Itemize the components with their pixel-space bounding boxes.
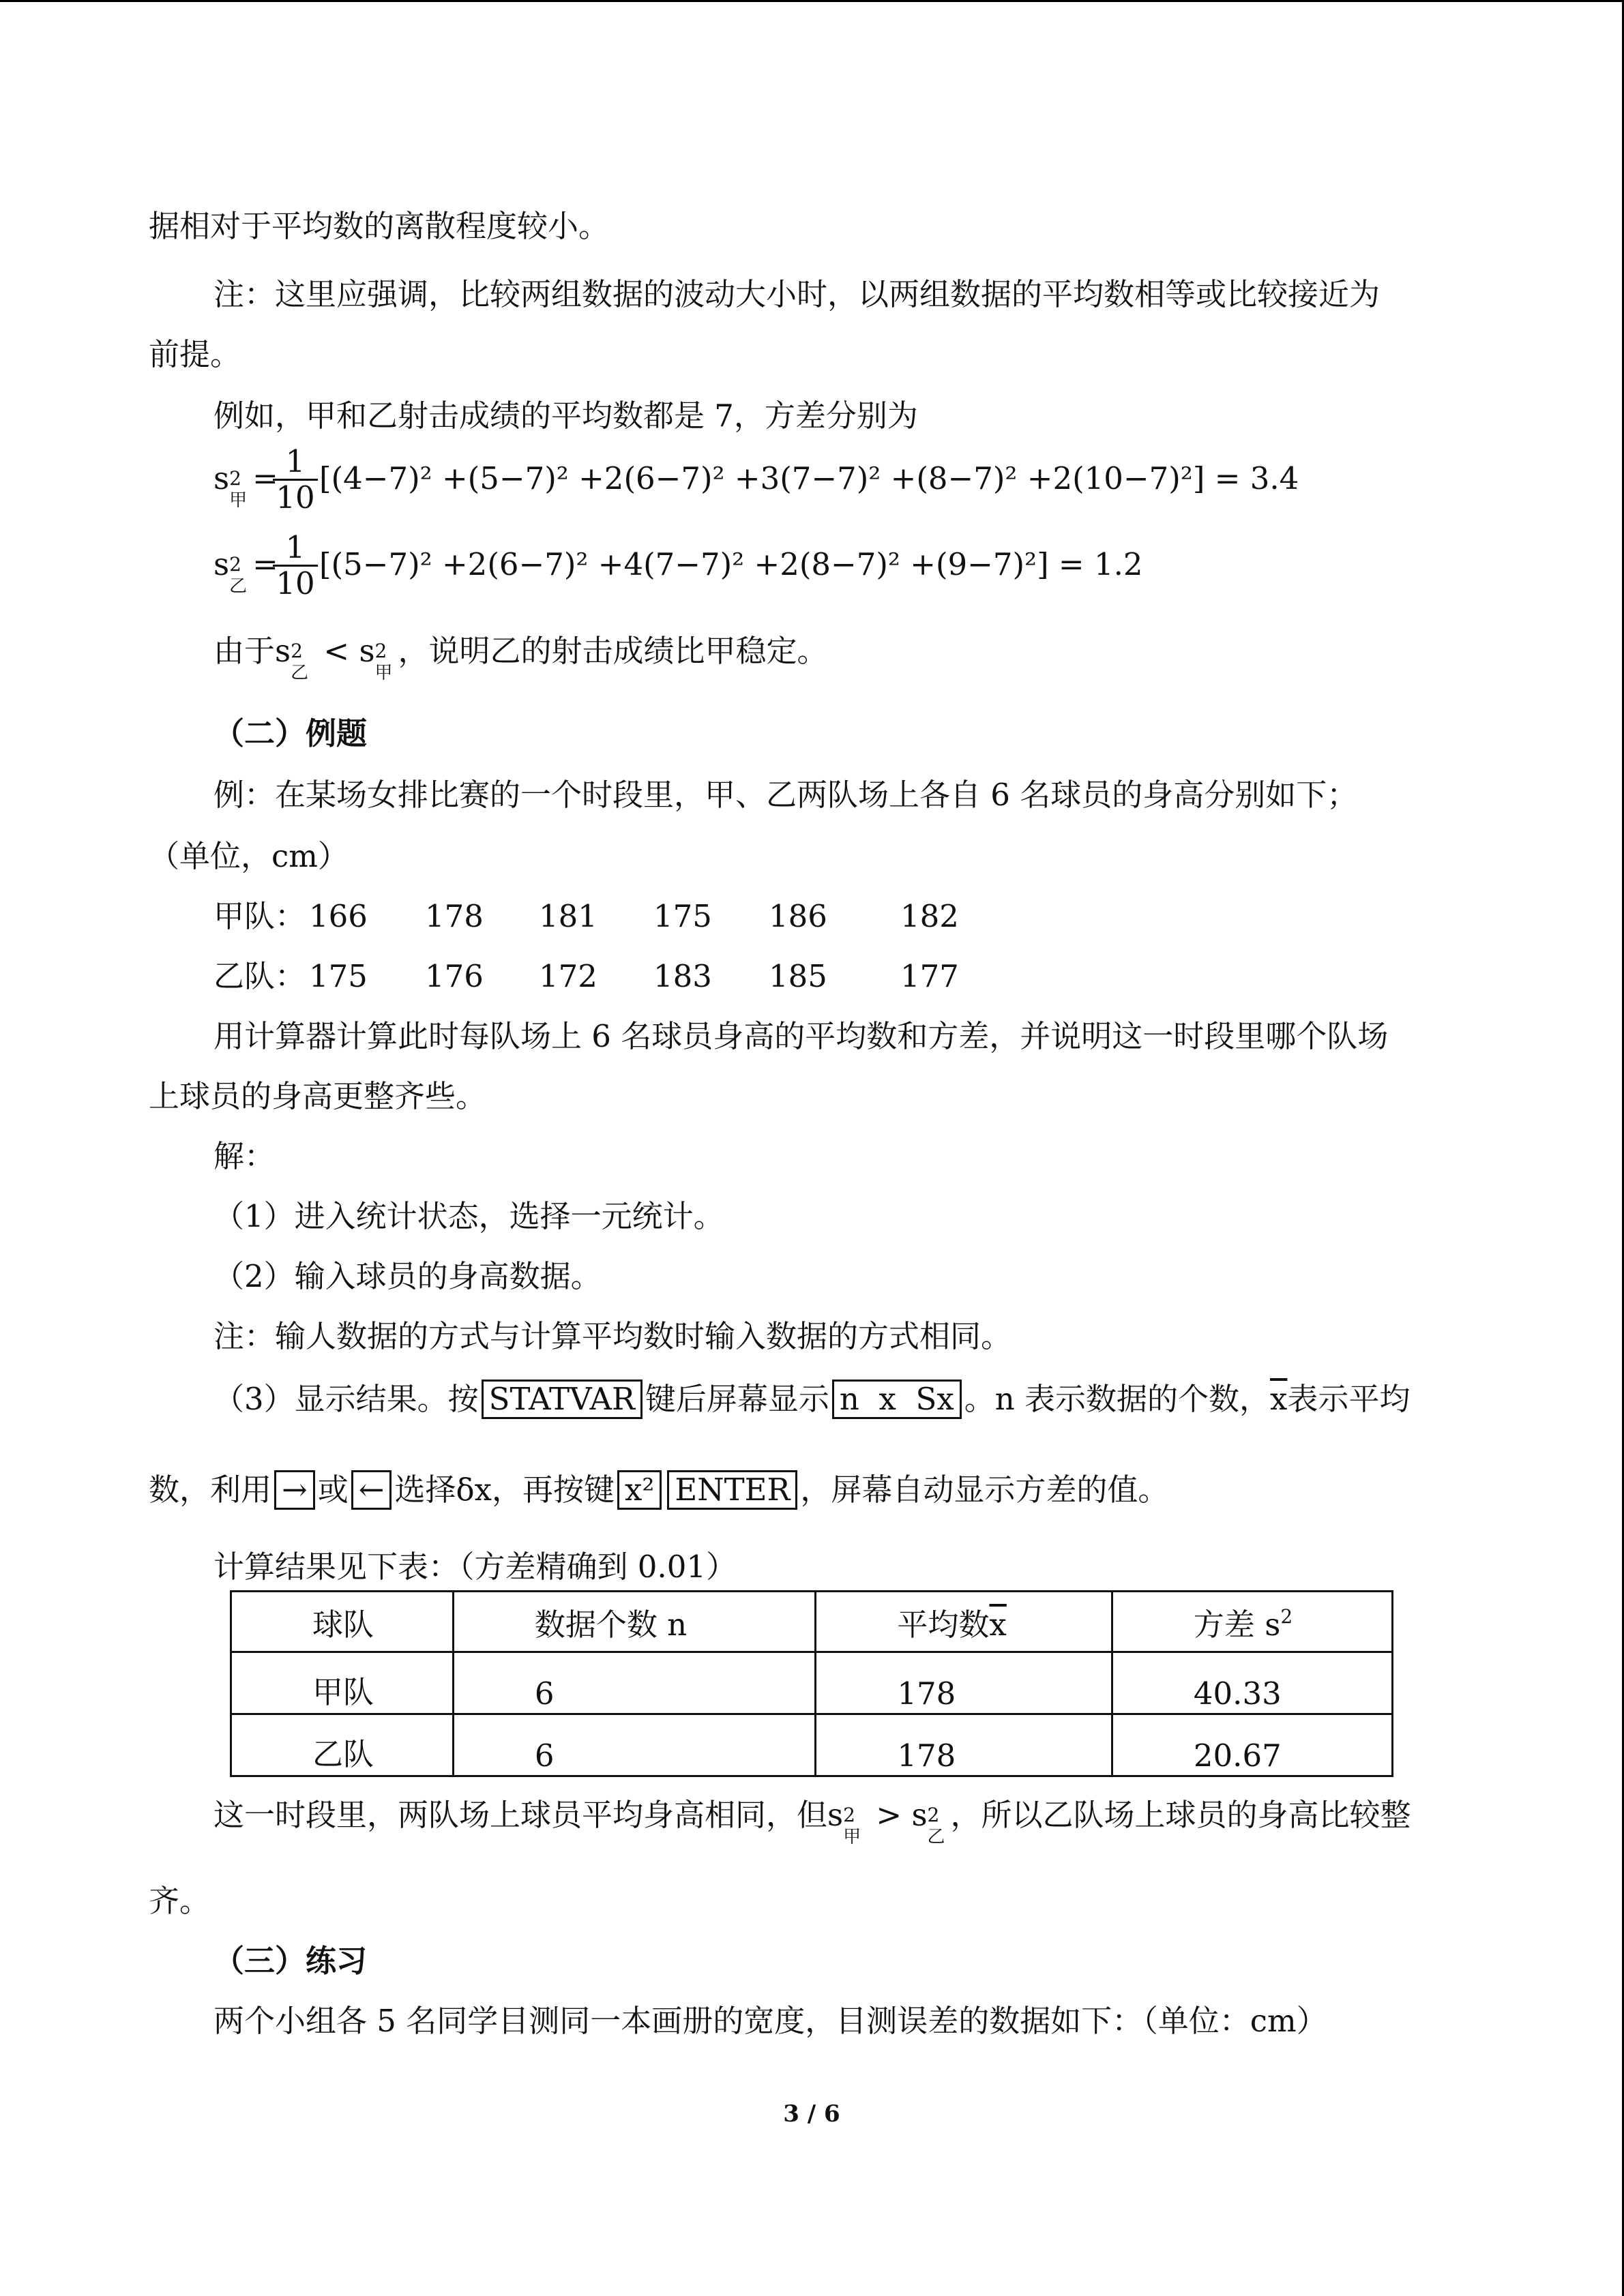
step3-post2: 表示平均: [1287, 1381, 1411, 1417]
text-task-2: 上球员的身高更整齐些。: [149, 1078, 487, 1114]
concl-op: >: [866, 1797, 912, 1833]
team-b-value: 172: [539, 958, 597, 994]
calculator-screen-display: n x Sx: [832, 1380, 962, 1419]
conclusion1-sup1: 2: [291, 639, 303, 662]
team-a-value: 178: [425, 898, 484, 934]
formula2-numerator: 1: [273, 531, 318, 567]
table-row: [231, 1652, 1393, 1714]
text-conclusion-end: 齐。: [149, 1883, 211, 1919]
formula2-body: [(5−7)² +2(6−7)² +4(7−7)² +2(8−7)² +(9−7)²] = 1.2: [319, 546, 1143, 582]
team-b-value: 183: [653, 958, 712, 994]
text-conclusion-2: [213, 1795, 1411, 1847]
text-line-3: 前提。: [149, 336, 241, 372]
table-row: [231, 1714, 1393, 1776]
formula2-sub: 乙: [229, 576, 248, 597]
formula2-denominator: 10: [276, 565, 315, 601]
formula-variance-yi: [213, 544, 278, 597]
conclusion1-sub1: 乙: [291, 662, 309, 683]
xbar-symbol: $\overline{x}$: [1270, 1381, 1288, 1417]
conclusion1-op: <: [314, 633, 359, 669]
header-variance: 方差 s: [1193, 1606, 1281, 1643]
text-task-1: 用计算器计算此时每队场上 6 名球员身高的平均数和方差，并说明这一时段里哪个队场: [213, 1018, 1389, 1054]
text-step-1: （1）进入统计状态，选择一元统计。: [213, 1198, 724, 1234]
step4-pre: 数，利用: [149, 1472, 272, 1508]
table-cell: 178: [816, 1652, 1112, 1714]
formula1-denominator: 10: [276, 479, 315, 516]
right-arrow-key-icon: →: [274, 1470, 315, 1510]
table-cell: 20.67: [1112, 1714, 1392, 1776]
step3-pre: （3）显示结果。按: [213, 1381, 479, 1417]
text-step-2: （2）输入球员的身高数据。: [213, 1258, 602, 1294]
table-caption: 计算结果见下表：（方差精确到 0.01）: [213, 1549, 737, 1585]
team-b-value: 185: [769, 958, 827, 994]
step4-mid: 选择: [394, 1472, 456, 1508]
page-number: 3 / 6: [783, 2100, 840, 2128]
conclusion1-s2: s: [359, 633, 375, 669]
formula1-sup: 2: [229, 466, 241, 490]
enter-key: ENTER: [667, 1470, 797, 1510]
text-step-3: [213, 1379, 1410, 1420]
statvar-key: STATVAR: [482, 1380, 643, 1419]
formula2-fraction: [273, 531, 318, 601]
team-a-value: 175: [653, 898, 712, 934]
text-example-intro: 例如，甲和乙射击成绩的平均数都是 7，方差分别为: [213, 398, 918, 434]
team-b-value: 176: [425, 958, 484, 994]
text-solution-label: 解：: [213, 1138, 276, 1174]
team-b-value: 175: [309, 958, 368, 994]
text-practice-1: 两个小组各 5 名同学目测同一本画册的宽度，目测误差的数据如下：（单位：cm）: [213, 2003, 1327, 2039]
formula1-fraction: [273, 445, 318, 515]
table-cell: 178: [816, 1714, 1112, 1776]
formula1-sub: 甲: [229, 490, 248, 511]
formula2-s: s: [213, 546, 230, 582]
step4-mid2: ，再按键: [491, 1472, 615, 1508]
text-question-2: （单位，cm）: [149, 838, 349, 874]
formula1-s: s: [213, 460, 230, 496]
results-table: [230, 1590, 1393, 1777]
table-header-cell: [231, 1592, 454, 1652]
header-mean: 平均数: [897, 1606, 990, 1643]
delta-x-symbol: δx: [456, 1472, 492, 1508]
formula1-body: [(4−7)² +(5−7)² +2(6−7)² +3(7−7)² +(8−7)² +2(10−7)²] = 3.4: [319, 460, 1299, 496]
formula2-eq: =: [252, 546, 278, 582]
text-input-note: 注：输人数据的方式与计算平均数时输入数据的方式相同。: [213, 1318, 1012, 1354]
table-cell: 40.33: [1112, 1652, 1392, 1714]
step3-mid: 键后屏幕显示: [645, 1381, 829, 1417]
table-header-cell: [1112, 1592, 1392, 1652]
conclusion1-pre: 由于: [213, 633, 276, 669]
table-cell: 乙队: [231, 1714, 454, 1776]
concl-s1: s: [827, 1797, 844, 1833]
concl-sub2: 乙: [927, 1826, 945, 1847]
concl-s2: s: [911, 1797, 928, 1833]
text-question-1: 例：在某场女排比赛的一个时段里，甲、乙两队场上各自 6 名球员的身高分别如下；: [213, 777, 1358, 813]
table-cell: 甲队: [231, 1652, 454, 1714]
header-variance-sup: 2: [1280, 1605, 1293, 1628]
team-a-label: 甲队：: [213, 898, 306, 934]
x-squared-key: x²: [617, 1470, 662, 1510]
concl-sup1: 2: [843, 1803, 855, 1826]
step3-post1: 。n 表示数据的个数，: [964, 1381, 1271, 1417]
text-note-line: 注：这里应强调，比较两组数据的波动大小时，以两组数据的平均数相等或比较接近为: [213, 276, 1381, 312]
table-cell: 6: [453, 1652, 816, 1714]
team-a-value: 182: [900, 898, 959, 934]
table-header-cell: [453, 1592, 816, 1652]
concl-sub1: 甲: [843, 1826, 861, 1847]
conclusion1-post: ，说明乙的射击成绩比甲稳定。: [398, 633, 828, 669]
left-arrow-key-icon: ←: [351, 1470, 392, 1510]
header-mean-xbar: $\overline{x}$: [989, 1606, 1007, 1643]
section-title-examples: （二）例题: [213, 715, 368, 751]
concl-sup2: 2: [927, 1803, 940, 1826]
table-header-cell: [816, 1592, 1112, 1652]
table-cell: 6: [453, 1714, 816, 1776]
step4-or: 或: [317, 1472, 349, 1508]
formula-variance-jia: [213, 458, 278, 511]
text-line-1: 据相对于平均数的离散程度较小。: [149, 208, 610, 244]
formula1-eq: =: [252, 460, 278, 496]
section-title-practice: （三）练习: [213, 1943, 368, 1979]
page-top-border: [0, 0, 1624, 2]
step4-post: ，屏幕自动显示方差的值。: [800, 1472, 1169, 1508]
team-a-value: 186: [769, 898, 827, 934]
team-a-value: 181: [539, 898, 597, 934]
formula1-numerator: 1: [273, 445, 318, 481]
header-count: 数据个数 n: [534, 1606, 688, 1643]
table-header-row: [231, 1592, 1393, 1652]
formula2-sup: 2: [229, 552, 241, 576]
text-conclusion-1: [213, 631, 828, 683]
text-step-4: [149, 1470, 1168, 1510]
team-a-value: 166: [309, 898, 368, 934]
team-b-label: 乙队：: [213, 958, 306, 994]
header-team: 球队: [312, 1606, 374, 1643]
concl-pre: 这一时段里，两队场上球员平均身高相同，但: [213, 1797, 828, 1833]
conclusion1-s1: s: [275, 633, 291, 669]
team-b-value: 177: [900, 958, 959, 994]
concl-post: ，所以乙队场上球员的身高比较整: [950, 1797, 1411, 1833]
conclusion1-sup2: 2: [374, 639, 387, 662]
conclusion1-sub2: 甲: [374, 662, 393, 683]
